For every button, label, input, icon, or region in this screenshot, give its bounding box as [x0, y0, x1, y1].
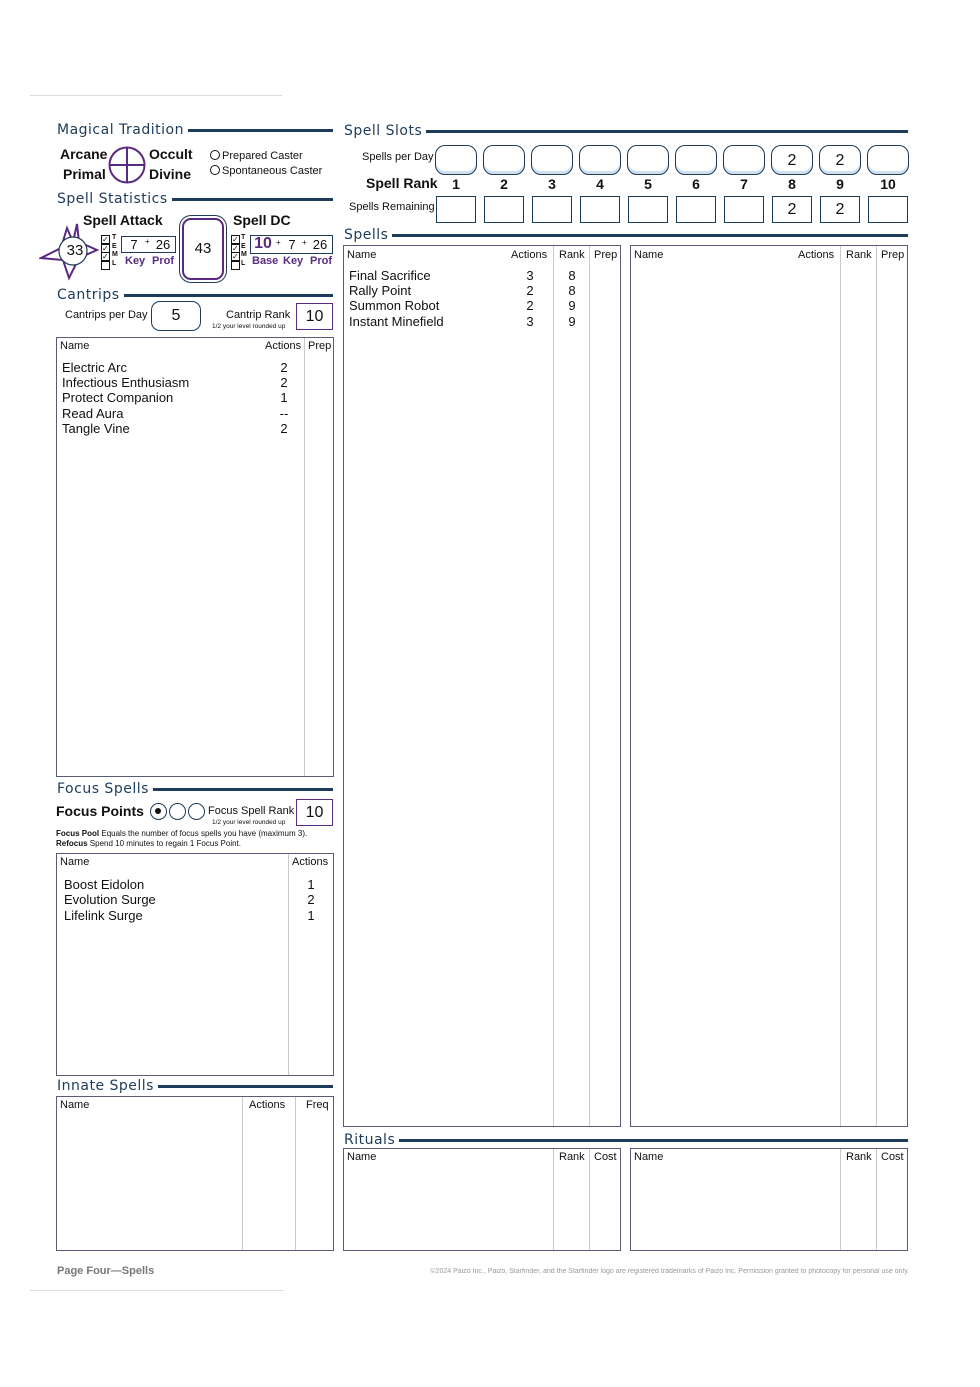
magical-tradition-heading: Magical Tradition: [57, 122, 333, 138]
dc-base-label: Base: [252, 255, 279, 267]
top-rule: [30, 95, 282, 96]
dc-m-letter: M: [241, 251, 247, 258]
spells-left-col-prep: Prep: [594, 249, 618, 261]
spells-remaining-slot[interactable]: [484, 196, 524, 223]
spells-per-day-slot[interactable]: [579, 145, 621, 175]
prepared-radio[interactable]: [210, 150, 220, 160]
cantrip-rank-note: 1/2 your level rounded up: [212, 323, 286, 330]
spell-rank-number: 9: [836, 176, 844, 192]
spells-per-day-slot[interactable]: [435, 145, 477, 175]
spells-per-day-label: Spells per Day: [362, 151, 434, 163]
attack-key-label: Key: [125, 255, 146, 267]
focus-rank-label: Focus Spell Rank: [208, 805, 295, 817]
cantrip-actions[interactable]: 1: [280, 390, 288, 405]
focus-point-3[interactable]: [188, 803, 205, 820]
focus-spell-actions[interactable]: 2: [307, 892, 315, 907]
spells-left-prep-divider: [589, 246, 590, 1126]
spells-per-day-slot[interactable]: [531, 145, 573, 175]
spell-name[interactable]: Final Sacrifice: [349, 268, 431, 283]
spells-left-col-actions: Actions: [511, 249, 548, 261]
rituals-right-col-rank: Rank: [846, 1151, 872, 1163]
spells-remaining-slot[interactable]: [436, 196, 476, 223]
spells-per-day-slot[interactable]: 2: [819, 145, 861, 175]
rituals-right-col-name: Name: [634, 1151, 664, 1163]
spells-remaining-slot[interactable]: 2: [772, 196, 812, 223]
spell-rank-number: 2: [500, 176, 508, 192]
dc-plus-1: +: [276, 238, 281, 247]
spells-left-col-rank: Rank: [559, 249, 585, 261]
dc-trained-check[interactable]: ✓: [232, 235, 239, 244]
cantrip-rank-label: Cantrip Rank: [226, 309, 291, 321]
dc-prof-label: Prof: [310, 255, 332, 267]
focus-spell-name[interactable]: Boost Eidolon: [64, 877, 145, 892]
innate-col-freq: Freq: [306, 1099, 329, 1111]
spells-per-day-slot[interactable]: [675, 145, 717, 175]
attack-trained-check[interactable]: ✓: [102, 235, 109, 244]
bottom-rule: [30, 1290, 284, 1291]
rituals-left-col-rank: Rank: [559, 1151, 585, 1163]
dc-key-label: Key: [283, 255, 304, 267]
dc-key-value[interactable]: 7: [288, 237, 296, 252]
attack-prof-value[interactable]: 26: [155, 237, 171, 252]
dc-expert-check[interactable]: ✓: [232, 244, 239, 253]
focus-col-actions: Actions: [292, 856, 329, 868]
cantrip-name[interactable]: Read Aura: [62, 406, 124, 421]
spells-remaining-slot[interactable]: [868, 196, 908, 223]
spells-table-right: [630, 245, 908, 1127]
rituals-right-col-cost: Cost: [881, 1151, 904, 1163]
cantrip-name[interactable]: Infectious Enthusiasm: [62, 375, 190, 390]
spell-rank-number: 10: [880, 176, 896, 192]
innate-col-actions: Actions: [249, 1099, 286, 1111]
spell-rank-number: 6: [692, 176, 700, 192]
prepared-caster-option[interactable]: Prepared Caster: [210, 150, 303, 162]
focus-spell-name[interactable]: Lifelink Surge: [64, 908, 143, 923]
focus-spells-heading: Focus Spells: [57, 781, 333, 797]
rituals-left-col-name: Name: [347, 1151, 377, 1163]
attack-key-value[interactable]: 7: [130, 237, 138, 252]
spell-rank[interactable]: 8: [568, 283, 576, 298]
dc-base-value: 10: [254, 235, 272, 252]
rituals-table-left: [343, 1148, 621, 1251]
attack-prof-label: Prof: [152, 255, 174, 267]
spells-remaining-slot[interactable]: [724, 196, 764, 223]
innate-table: [56, 1096, 334, 1251]
attack-m-letter: M: [112, 251, 118, 258]
spells-remaining-slot[interactable]: 2: [820, 196, 860, 223]
dc-prof-value[interactable]: 26: [312, 237, 328, 252]
rituals-left-rank-divider: [553, 1149, 554, 1250]
spontaneous-radio[interactable]: [210, 165, 220, 175]
cantrip-actions[interactable]: 2: [280, 375, 288, 390]
spells-table-left: [343, 245, 621, 1127]
spell-actions[interactable]: 2: [526, 283, 534, 298]
attack-plus: +: [145, 237, 150, 246]
focus-pool-note: Focus Pool Equals the number of focus spells you have (maximum 3).: [56, 829, 308, 838]
tradition-primal[interactable]: Primal: [63, 166, 106, 182]
focus-spell-actions[interactable]: 1: [307, 877, 315, 892]
spells-right-col-actions: Actions: [798, 249, 835, 261]
spells-per-day-slot[interactable]: [723, 145, 765, 175]
innate-spells-heading: Innate Spells: [57, 1078, 333, 1094]
focus-spell-name[interactable]: Evolution Surge: [64, 892, 156, 907]
rituals-left-col-cost: Cost: [594, 1151, 617, 1163]
cantrip-rank-box[interactable]: [296, 303, 333, 330]
spell-rank[interactable]: 8: [568, 268, 576, 283]
innate-col-name: Name: [60, 1099, 90, 1111]
spell-rank-number: 7: [740, 176, 748, 192]
cantrips-prep-divider: [304, 338, 305, 776]
spells-remaining-slot[interactable]: [676, 196, 716, 223]
spell-actions[interactable]: 2: [526, 298, 534, 313]
rituals-left-cost-divider: [589, 1149, 590, 1250]
cantrips-col-name: Name: [60, 340, 90, 352]
focus-actions-divider: [288, 854, 289, 1075]
cantrip-actions[interactable]: --: [279, 406, 289, 421]
spell-attack-value[interactable]: 33: [66, 242, 84, 259]
dc-legendary-check[interactable]: [231, 261, 240, 270]
cantrip-rank-value: 10: [305, 308, 324, 325]
spells-right-prep-divider: [876, 246, 877, 1126]
tradition-arcane[interactable]: Arcane: [60, 146, 108, 162]
cantrips-per-day-value: 5: [171, 307, 181, 324]
cantrips-per-day-box[interactable]: [151, 301, 201, 331]
spell-dc-label: Spell DC: [233, 212, 291, 228]
dc-e-letter: E: [241, 243, 246, 250]
tradition-wheel-icon: [108, 146, 146, 184]
attack-e-letter: E: [112, 243, 117, 250]
cantrip-name[interactable]: Tangle Vine: [62, 421, 130, 436]
spells-right-col-prep: Prep: [881, 249, 905, 261]
rituals-table-right: [630, 1148, 908, 1251]
cantrips-col-prep: Prep: [308, 340, 332, 352]
spells-remaining-slot[interactable]: [628, 196, 668, 223]
spells-right-col-name: Name: [634, 249, 664, 261]
attack-l-letter: L: [112, 260, 117, 267]
cantrips-heading: Cantrips: [57, 287, 333, 303]
rituals-right-cost-divider: [876, 1149, 877, 1250]
cantrip-actions[interactable]: 2: [280, 360, 288, 375]
copyright-text: ©2024 Paizo Inc., Paizo, Starfinder, and the Starfinder logo are registered trademarks of Paizo Inc. Permission granted to photocopy for personal use only.: [430, 1268, 909, 1275]
innate-freq-divider: [295, 1097, 296, 1250]
cantrip-name[interactable]: Electric Arc: [62, 360, 128, 375]
spell-rank-number: 8: [788, 176, 796, 192]
tradition-divine[interactable]: Divine: [149, 166, 192, 182]
cantrips-col-actions: Actions: [265, 340, 302, 352]
spontaneous-caster-option[interactable]: Spontaneous Caster: [210, 165, 322, 177]
spells-left-col-name: Name: [347, 249, 377, 261]
spell-rank-label: Spell Rank: [366, 175, 438, 191]
spell-rank-number: 4: [596, 176, 604, 192]
spells-remaining-slot[interactable]: [580, 196, 620, 223]
focus-point-2[interactable]: [169, 803, 186, 820]
dc-l-letter: L: [241, 260, 246, 267]
cantrip-name[interactable]: Protect Companion: [62, 390, 174, 405]
spell-attack-label: Spell Attack: [83, 212, 163, 228]
focus-col-name: Name: [60, 856, 90, 868]
spell-actions[interactable]: 3: [526, 314, 534, 329]
innate-actions-divider: [242, 1097, 243, 1250]
spell-rank-number: 3: [548, 176, 556, 192]
spells-per-day-slot[interactable]: 2: [771, 145, 813, 175]
spell-rank[interactable]: 9: [568, 314, 576, 329]
spells-per-day-slot[interactable]: [483, 145, 525, 175]
spell-center-value: 43: [194, 240, 212, 257]
focus-points-label: Focus Points: [56, 802, 205, 820]
spells-per-day-slot[interactable]: [867, 145, 909, 175]
spell-actions[interactable]: 3: [526, 268, 534, 283]
tradition-occult[interactable]: Occult: [149, 146, 193, 162]
focus-rank-value: 10: [305, 804, 324, 821]
focus-spell-actions[interactable]: 1: [307, 908, 315, 923]
page-label: Page Four—Spells: [57, 1265, 155, 1277]
attack-master-check[interactable]: ✓: [102, 252, 109, 261]
attack-expert-check[interactable]: ✓: [102, 244, 109, 253]
focus-point-1[interactable]: [150, 803, 167, 820]
cantrip-actions[interactable]: 2: [280, 421, 288, 436]
rituals-right-rank-divider: [840, 1149, 841, 1250]
spells-remaining-label: Spells Remaining: [349, 201, 435, 213]
spell-center-box[interactable]: [182, 218, 224, 280]
spells-left-rank-divider: [553, 246, 554, 1126]
focus-rank-note: 1/2 your level rounded up: [212, 819, 286, 826]
spells-heading: Spells: [344, 227, 908, 243]
focus-rank-box[interactable]: [296, 799, 333, 826]
spell-rank[interactable]: 9: [568, 298, 576, 313]
attack-t-letter: T: [112, 234, 117, 241]
spell-name[interactable]: Instant Minefield: [349, 314, 444, 329]
spells-per-day-slot[interactable]: [627, 145, 669, 175]
spell-rank-number: 1: [452, 176, 460, 192]
spell-statistics-heading: Spell Statistics: [57, 191, 333, 207]
spells-right-rank-divider: [840, 246, 841, 1126]
dc-master-check[interactable]: ✓: [232, 252, 239, 261]
refocus-note: Refocus Spend 10 minutes to regain 1 Focus Point.: [56, 839, 241, 848]
spells-remaining-slot[interactable]: [532, 196, 572, 223]
spell-name[interactable]: Summon Robot: [349, 298, 440, 313]
spell-slots-heading: Spell Slots: [344, 123, 908, 139]
spell-rank-number: 5: [644, 176, 652, 192]
cantrips-per-day-label: Cantrips per Day: [65, 309, 148, 321]
spell-name[interactable]: Rally Point: [349, 283, 412, 298]
attack-legendary-check[interactable]: [101, 261, 110, 270]
spells-right-col-rank: Rank: [846, 249, 872, 261]
dc-plus-2: +: [302, 238, 307, 247]
dc-t-letter: T: [241, 234, 246, 241]
rituals-heading: Rituals: [344, 1132, 908, 1148]
